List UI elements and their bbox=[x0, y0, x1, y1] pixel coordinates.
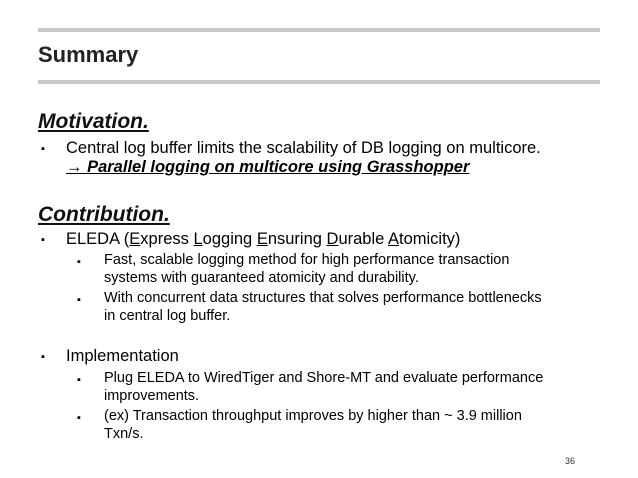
eleda-sub-item: Fast, scalable logging method for high performance transaction bbox=[104, 252, 510, 268]
implementation-bullet: ▪ bbox=[41, 351, 45, 363]
implementation-sub-item: Txn/s. bbox=[104, 426, 144, 442]
eleda-sub-item: systems with guaranteed atomicity and durability. bbox=[104, 270, 419, 286]
eleda-sub-item: in central log buffer. bbox=[104, 308, 231, 324]
implementation-sub-item: Plug ELEDA to WiredTiger and Shore-MT and evaluate performance bbox=[104, 370, 544, 386]
motivation-bullet: ▪ bbox=[41, 143, 45, 155]
implementation-sub-item: improvements. bbox=[104, 388, 200, 404]
eleda-sub-bullet: ▪ bbox=[77, 256, 81, 268]
eleda-definition: ELEDA (Express Logging Ensuring Durable Atomicity) bbox=[66, 230, 461, 248]
implementation-sub-bullet: ▪ bbox=[77, 374, 81, 386]
motivation-heading: Motivation. bbox=[38, 110, 149, 133]
motivation-text: Central log buffer limits the scalability of DB logging on multicore. bbox=[66, 139, 541, 157]
eleda-sub-item: With concurrent data structures that solves performance bottlenecks bbox=[104, 290, 542, 306]
implementation-sub-bullet: ▪ bbox=[77, 412, 81, 424]
page-number: 36 bbox=[565, 456, 576, 466]
title-divider bbox=[38, 80, 600, 84]
implementation-sub-item: (ex) Transaction throughput improves by higher than ~ 3.9 million bbox=[104, 408, 522, 424]
implementation-text: Implementation bbox=[66, 347, 179, 365]
top-divider bbox=[38, 28, 600, 32]
motivation-conclusion: → Parallel logging on multicore using Grasshopper bbox=[66, 158, 470, 176]
contribution-heading: Contribution. bbox=[38, 203, 170, 226]
eleda-sub-bullet: ▪ bbox=[77, 294, 81, 306]
slide-title: Summary bbox=[38, 42, 139, 67]
eleda-bullet: ▪ bbox=[41, 234, 45, 246]
